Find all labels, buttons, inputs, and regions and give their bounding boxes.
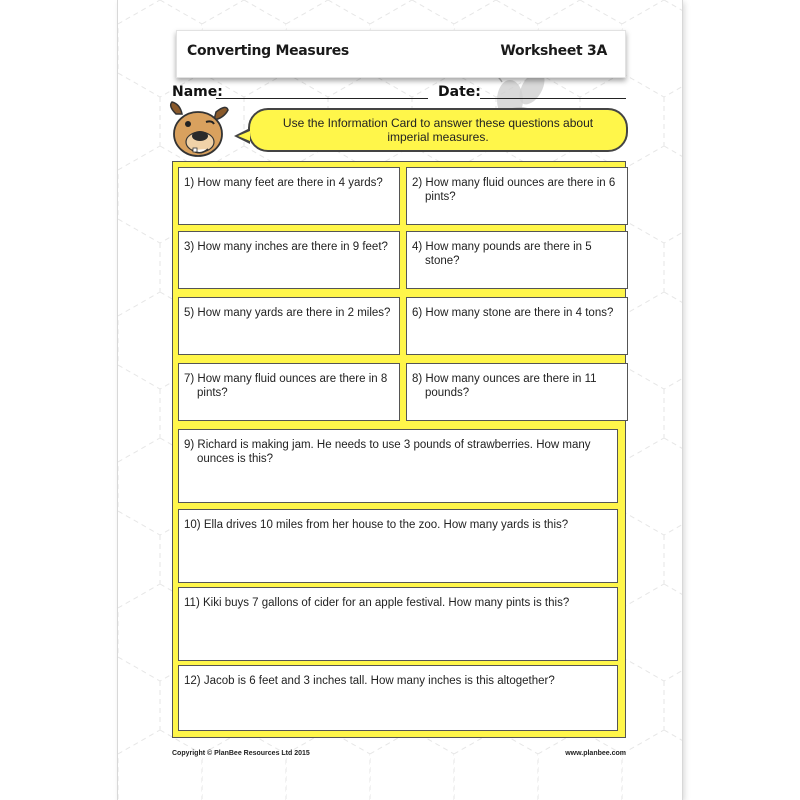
- worksheet-page: [118, 0, 682, 800]
- name-field[interactable]: [216, 98, 428, 99]
- question-1-box[interactable]: [178, 167, 400, 225]
- instruction-bubble: [248, 108, 628, 152]
- question-3-box[interactable]: [178, 231, 400, 289]
- question-12-box[interactable]: [178, 665, 618, 731]
- question-1-text: 1) How many feet are there in 4 yards?: [184, 177, 383, 189]
- date-label: Date:: [438, 84, 481, 100]
- website-link[interactable]: www.planbee.com: [565, 750, 626, 757]
- title-banner: [176, 30, 626, 78]
- question-7-box[interactable]: [178, 363, 400, 421]
- question-2-box[interactable]: [406, 167, 628, 225]
- copyright-text: Copyright © PlanBee Resources Ltd 2015: [172, 750, 310, 757]
- question-4-text: 4) How many pounds are there in 5 stone?: [412, 241, 592, 267]
- question-8-text: 8) How many ounces are there in 11 pounds?: [412, 373, 597, 399]
- question-10-text: 10) Ella drives 10 miles from her house to the zoo. How many yards is this?: [184, 519, 569, 531]
- question-6-box[interactable]: [406, 297, 628, 355]
- question-5-box[interactable]: [178, 297, 400, 355]
- question-3-text: 3) How many inches are there in 9 feet?: [184, 241, 388, 253]
- speech-bubble-tail-fill: [238, 131, 250, 141]
- instruction-text: Use the Information Card to answer these questions about imperial measures.: [282, 116, 594, 144]
- question-5-text: 5) How many yards are there in 2 miles?: [184, 307, 391, 319]
- questions-grid: [172, 161, 626, 738]
- question-6-text: 6) How many stone are there in 4 tons?: [412, 307, 614, 319]
- question-12-text: 12) Jacob is 6 feet and 3 inches tall. How many inches is this altogether?: [184, 675, 555, 687]
- question-9-box[interactable]: [178, 429, 618, 503]
- question-9-text: 9) Richard is making jam. He needs to use 3 pounds of strawberries. How many ounces is this?: [184, 439, 591, 465]
- worksheet-title: Converting Measures: [187, 43, 349, 59]
- dog-mascot-icon: [166, 100, 230, 162]
- question-10-box[interactable]: [178, 509, 618, 583]
- question-11-text: 11) Kiki buys 7 gallons of cider for an apple festival. How many pints is this?: [184, 597, 570, 609]
- worksheet-number: Worksheet 3A: [500, 43, 607, 59]
- question-7-text: 7) How many fluid ounces are there in 8 pints?: [184, 373, 388, 399]
- question-2-text: 2) How many fluid ounces are there in 6 pints?: [412, 177, 616, 203]
- name-label: Name:: [172, 84, 223, 100]
- question-8-box[interactable]: [406, 363, 628, 421]
- question-4-box[interactable]: [406, 231, 628, 289]
- date-field[interactable]: [480, 98, 626, 99]
- question-11-box[interactable]: [178, 587, 618, 661]
